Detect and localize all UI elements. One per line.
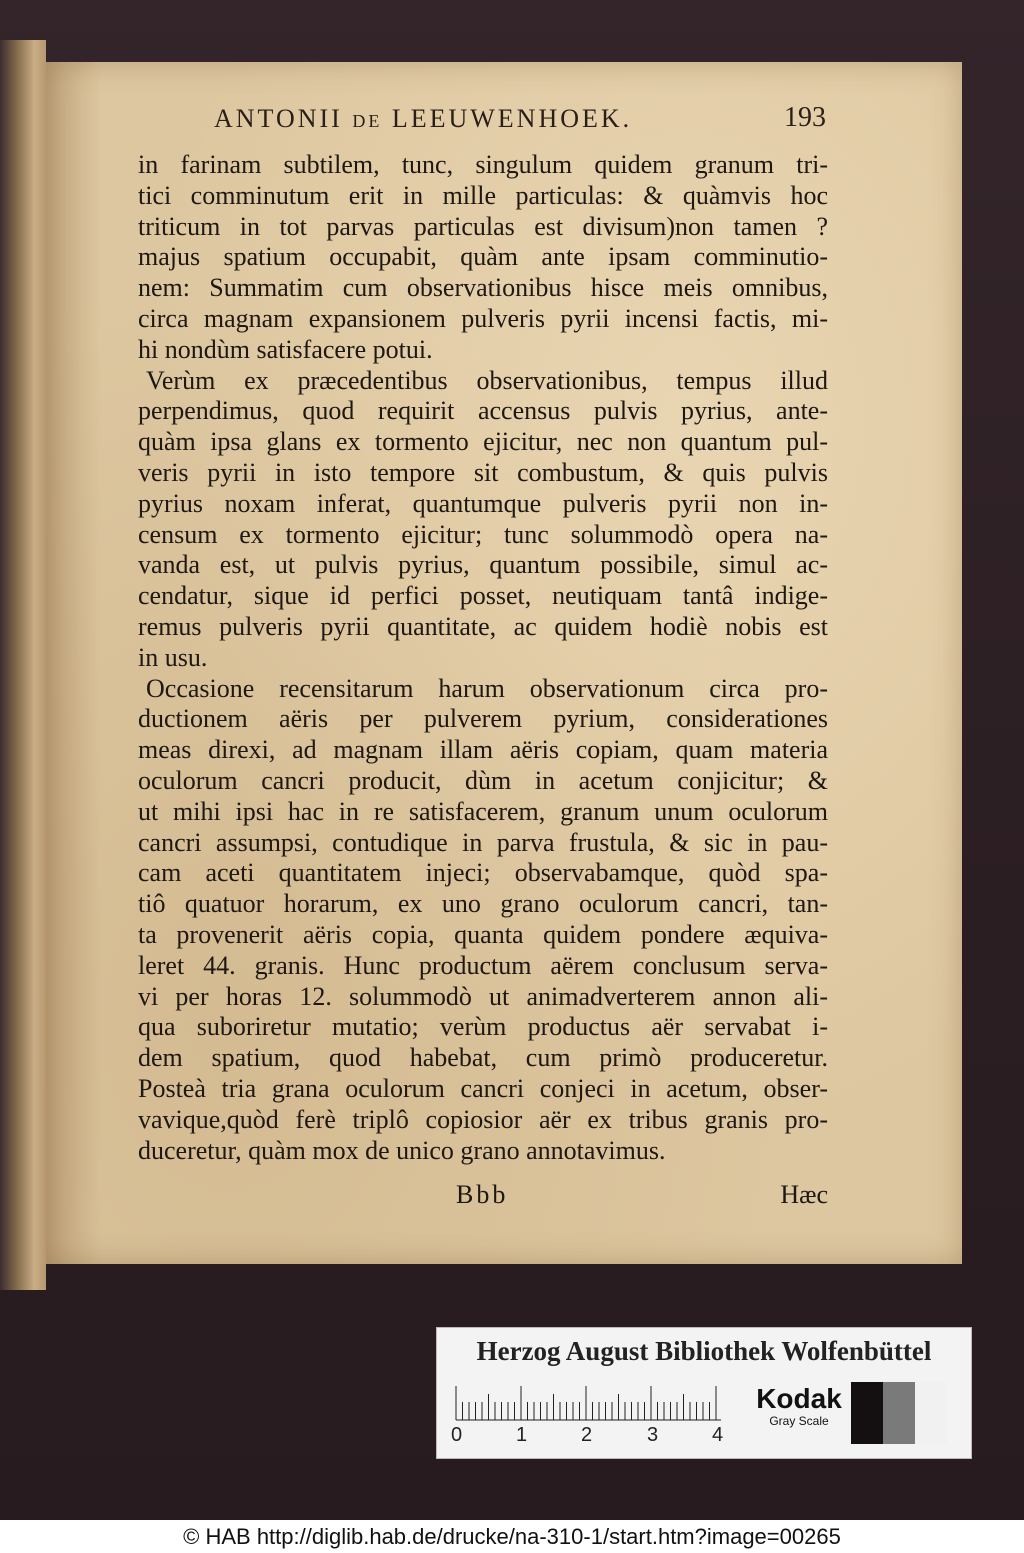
text-line: veris pyrii in isto tempore sit combustum, & quis pulvis xyxy=(138,457,828,487)
text-line: in farinam subtilem, tunc, singulum quidem granum tri- xyxy=(138,150,828,179)
running-head-title: ANTONII de LEEUWENHOEK. xyxy=(214,104,633,133)
text-line: meas direxi, ad magnam illam aëris copiam, quam materia xyxy=(138,735,828,765)
text-line: majus spatium occupabit, quàm ante ipsam comminutio- xyxy=(138,242,828,272)
color-calibration-card xyxy=(436,1327,972,1459)
text-line: vi per horas 12. solummodò ut animadverterem annon ali- xyxy=(138,981,828,1011)
kodak-logo: Kodak xyxy=(756,1383,842,1414)
text-line: leret 44. granis. Hunc productum aërem conclusum serva- xyxy=(138,950,828,980)
gray-scale-patches xyxy=(851,1382,947,1444)
gray-scale-label: Gray Scale xyxy=(769,1414,829,1428)
kodak-logo-block xyxy=(749,1384,849,1434)
gray-patch-dark xyxy=(851,1382,883,1444)
ruler-number: 1 xyxy=(516,1424,528,1446)
ruler-number: 0 xyxy=(451,1424,463,1446)
text-line: cam aceti quantitatem injeci; observabamque, quòd spa- xyxy=(138,858,828,888)
text-line: dem spatium, quod habebat, cum primò produceretur. xyxy=(138,1043,828,1073)
signature-mark: Bbb xyxy=(456,1180,509,1209)
text-line: perpendimus, quod requirit accensus pulvis pyrius, ante- xyxy=(138,396,828,426)
text-line: duceretur, quàm mox de unico grano annotavimus. xyxy=(138,1135,666,1165)
measurement-ruler xyxy=(453,1380,743,1450)
text-line: ut mihi ipsi hac in re satisfacerem, granum unum oculorum xyxy=(138,796,828,826)
text-line: triticum in tot parvas particulas est divisum)non tamen ? xyxy=(138,211,828,241)
text-line: ductionem aëris per pulverem pyrium, considerationes xyxy=(138,704,828,734)
text-line: oculorum cancri producit, dùm in acetum conjicitur; & xyxy=(138,765,828,795)
text-line: Occasione recensitarum harum observationum circa pro- xyxy=(146,673,828,703)
running-head xyxy=(214,100,826,140)
text-line: qua suboriretur mutatio; verùm productus aër servabat i- xyxy=(138,1012,828,1042)
text-line: quàm ipsa glans ex tormento ejicitur, nec non quantum pul- xyxy=(138,427,828,457)
catchword: Hæc xyxy=(780,1180,828,1209)
ruler-number: 4 xyxy=(712,1424,724,1446)
ruler-number: 2 xyxy=(581,1424,593,1446)
text-line: pyrius noxam inferat, quantumque pulveris pyrii non in- xyxy=(138,488,828,518)
text-line: circa magnam expansionem pulveris pyrii incensi factis, mi- xyxy=(138,303,828,333)
text-line: censum ex tormento ejicitur; tunc solummodò opera na- xyxy=(138,519,828,549)
ruler-ticks xyxy=(453,1380,743,1424)
library-name: Herzog August Bibliothek Wolfenbüttel xyxy=(476,1336,932,1366)
text-line: ta provenerit aëris copia, quanta quidem pondere æquiva- xyxy=(138,919,828,949)
text-line: vavique,quòd ferè triplô copiosior aër ex tribus granis pro- xyxy=(138,1104,828,1134)
text-line: nem: Summatim cum observationibus hisce meis omnibus, xyxy=(138,273,828,303)
gray-patch-mid xyxy=(883,1382,915,1444)
text-line: cendatur, sique id perfici posset, neutiquam tantâ indige- xyxy=(138,581,828,611)
facing-page-edge xyxy=(0,40,46,1290)
copyright-caption: © HAB http://diglib.hab.de/drucke/na-310-1/start.htm?image=00265 xyxy=(0,1520,1024,1553)
page-footer xyxy=(138,1180,828,1212)
text-line: tiô quatuor horarum, ex uno grano oculorum cancri, tan- xyxy=(138,889,828,919)
text-line: remus pulveris pyrii quantitate, ac quidem hodiè nobis est xyxy=(138,611,828,641)
text-line: tici comminutum erit in mille particulas: & quàmvis hoc xyxy=(138,180,828,210)
text-line: in usu. xyxy=(138,642,208,672)
text-line: Verùm ex præcedentibus observationibus, tempus illud xyxy=(146,365,828,395)
text-line: cancri assumpsi, contudique in parva frustula, & sic in pau- xyxy=(138,827,828,857)
body-text xyxy=(138,150,828,1166)
gray-patch-light xyxy=(915,1382,947,1444)
text-line: vanda est, ut pulvis pyrius, quantum possibile, simul ac- xyxy=(138,550,828,580)
text-line: Posteà tria grana oculorum cancri conjeci in acetum, obser- xyxy=(138,1073,828,1103)
text-line: hi nondùm satisfacere potui. xyxy=(138,334,433,364)
page-number: 193 xyxy=(784,102,826,133)
ruler-number: 3 xyxy=(647,1424,659,1446)
